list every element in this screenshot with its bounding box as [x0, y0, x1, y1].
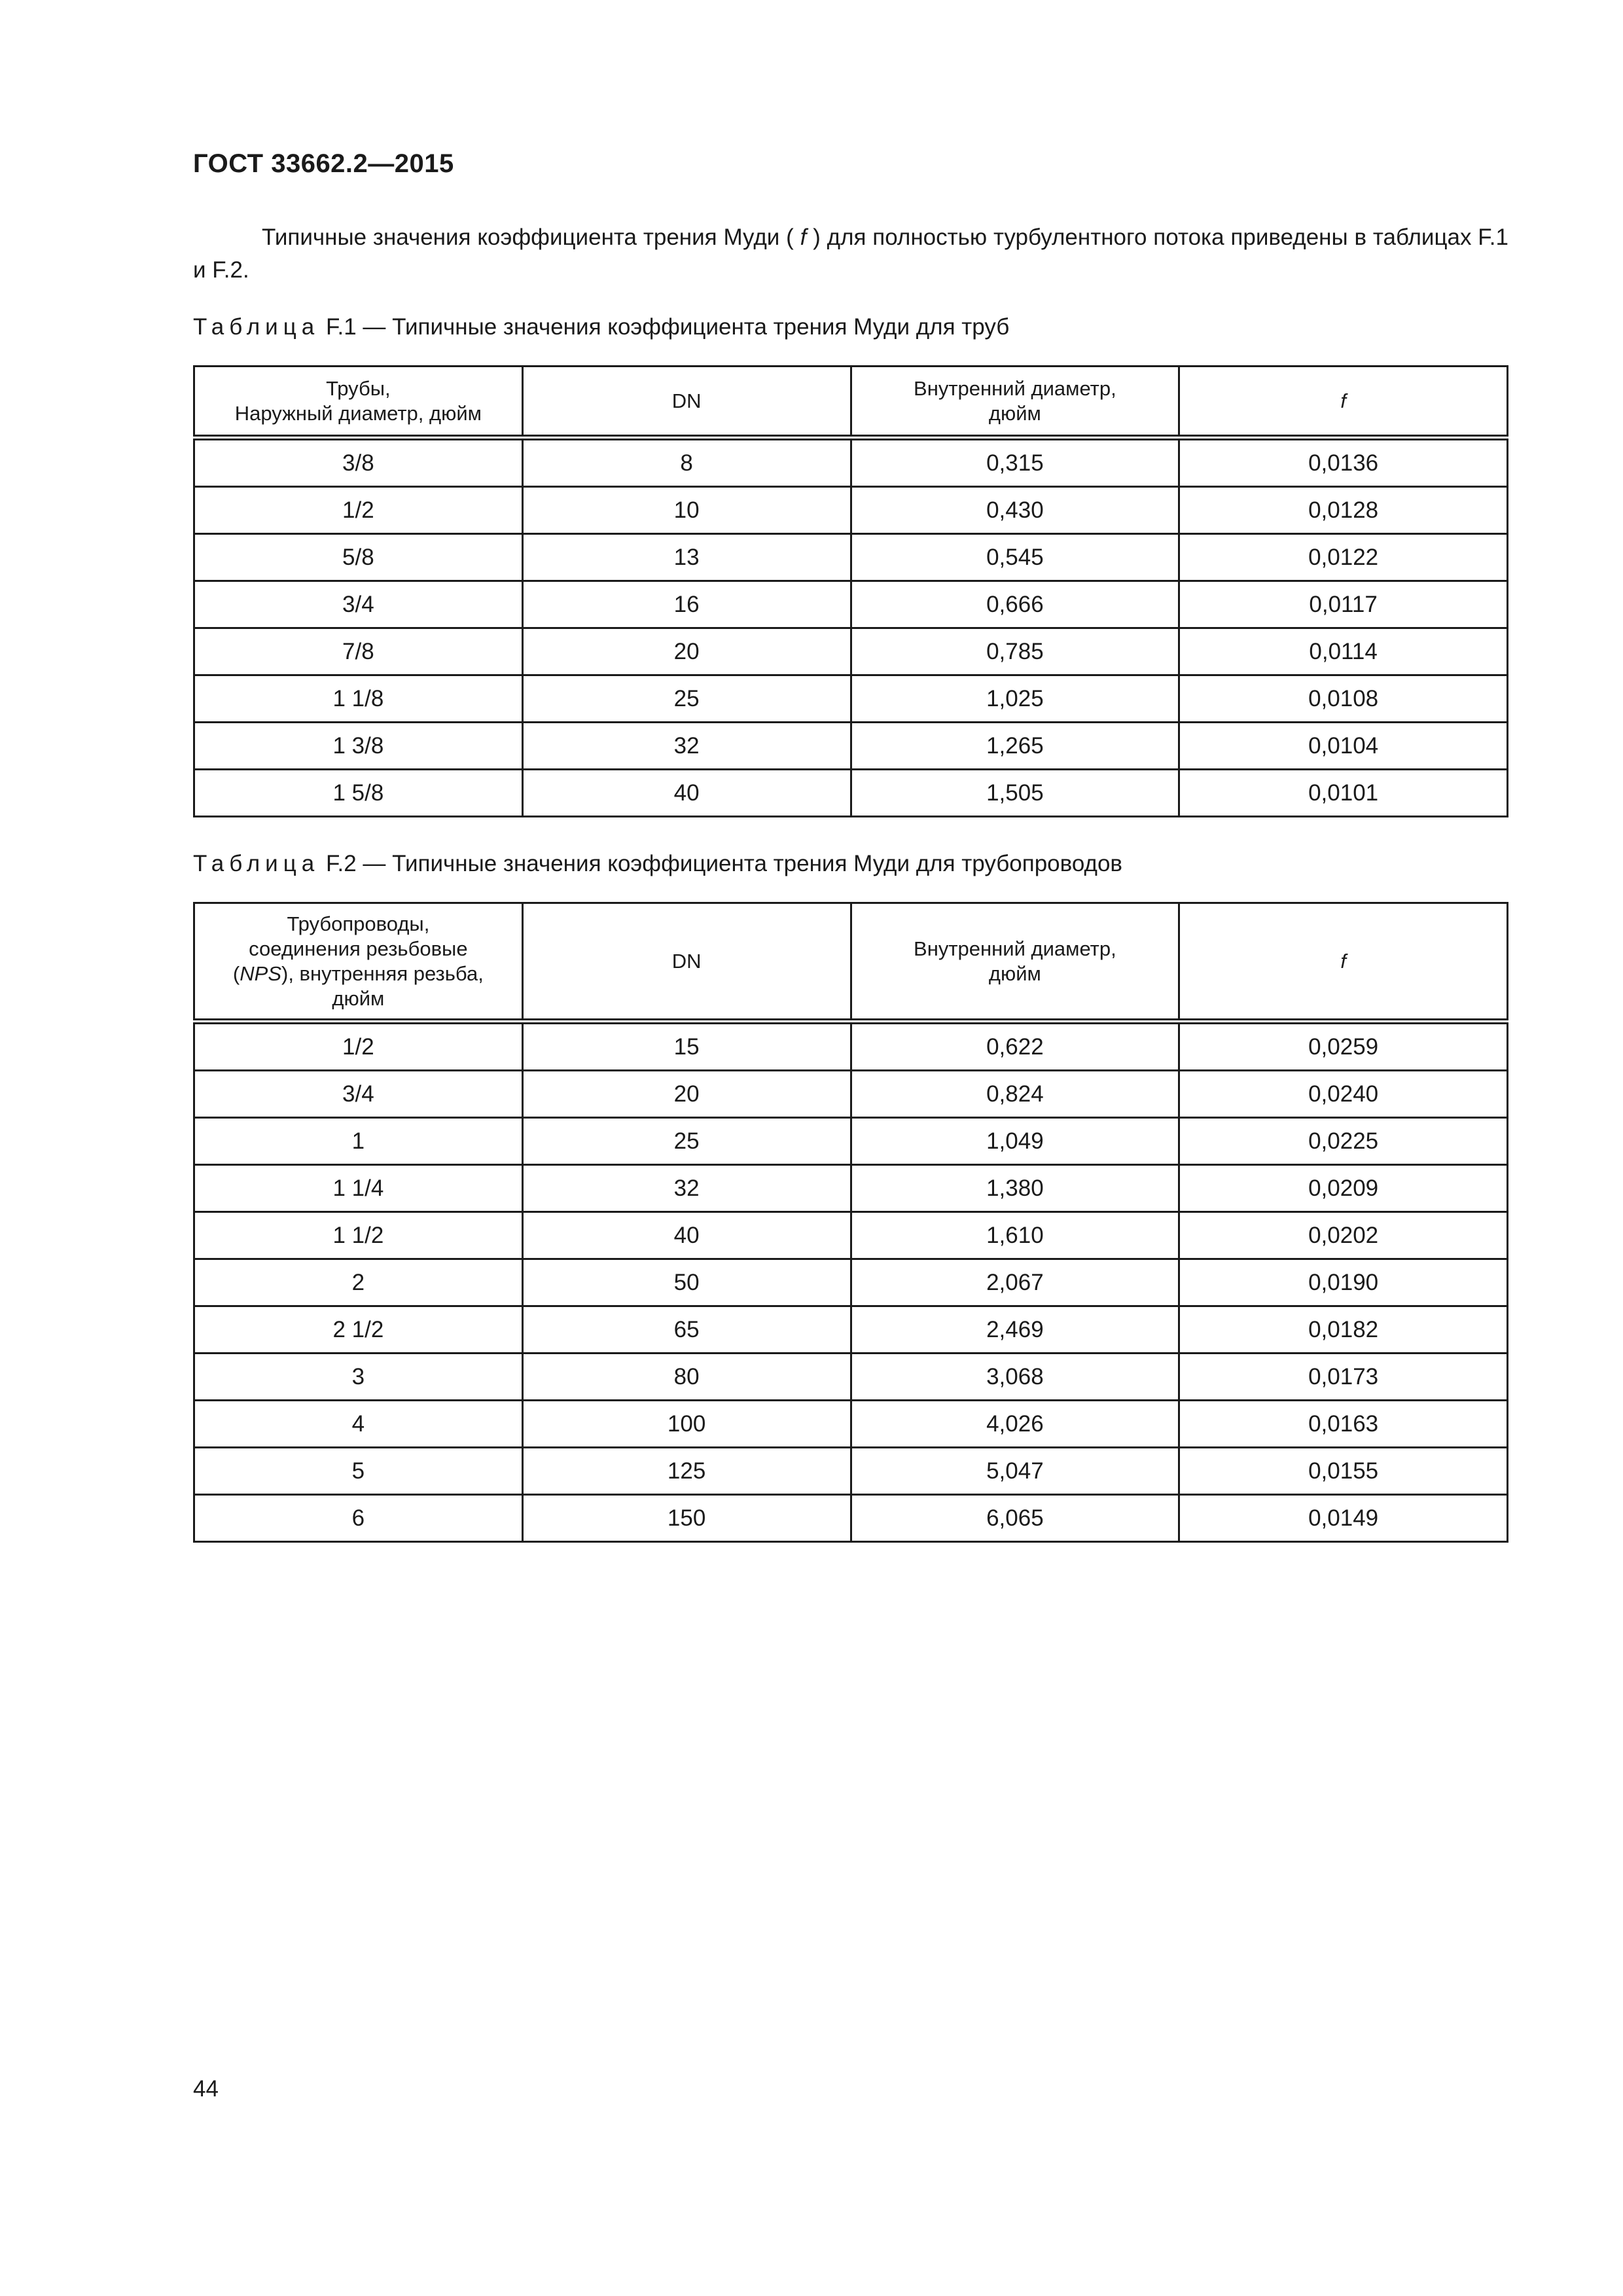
- table-row: [194, 487, 1508, 534]
- table2-caption-text: F.2 — Типичные значения коэффициента трения Муди для трубопроводов: [325, 851, 1123, 876]
- table2-cell-friction-factor: 0,0173: [1179, 1354, 1508, 1401]
- table1-cell-inner-diameter: 1,265: [851, 723, 1179, 770]
- table2-cell-nps: 2: [194, 1259, 523, 1306]
- table1-header-col3-line1: Внутренний диаметр,: [914, 376, 1116, 400]
- table2-cell-friction-factor: 0,0259: [1179, 1022, 1508, 1071]
- table1-header-col1-line1: Трубы,: [326, 376, 391, 400]
- table-row: [194, 1495, 1508, 1542]
- table1-header-inner-diameter: [851, 367, 1179, 438]
- table2-cell-nps: 1 1/4: [194, 1165, 523, 1212]
- table2-cell-inner-diameter: 6,065: [851, 1495, 1179, 1542]
- table1-header-friction-factor: f: [1179, 367, 1508, 438]
- table1-cell-outer-diameter: 1 1/8: [194, 675, 523, 723]
- intro-paragraph: [193, 221, 1508, 287]
- table2-cell-inner-diameter: 2,067: [851, 1259, 1179, 1306]
- table2-cell-inner-diameter: 1,380: [851, 1165, 1179, 1212]
- intro-text-part1: Типичные значения коэффициента трения Муди (: [262, 224, 800, 250]
- table1-cell-friction-factor: 0,0122: [1179, 534, 1508, 581]
- table2-cell-dn: 40: [522, 1212, 851, 1259]
- table2-cell-friction-factor: 0,0155: [1179, 1448, 1508, 1495]
- table1-cell-dn: 40: [522, 770, 851, 817]
- table1-cell-dn: 25: [522, 675, 851, 723]
- table-row: [194, 770, 1508, 817]
- table2-cell-dn: 65: [522, 1306, 851, 1354]
- table1-cell-friction-factor: 0,0108: [1179, 675, 1508, 723]
- table-row: [194, 1401, 1508, 1448]
- table2-cell-nps: 1/2: [194, 1022, 523, 1071]
- table1-cell-inner-diameter: 0,430: [851, 487, 1179, 534]
- table1-cell-friction-factor: 0,0114: [1179, 628, 1508, 675]
- intro-text-part2: ) для полностью турбулентного потока приведены в таблицах F.1 и F.2.: [193, 224, 1508, 283]
- table1-cell-friction-factor: 0,0136: [1179, 438, 1508, 487]
- document-header: ГОСТ 33662.2—2015: [193, 149, 454, 178]
- table2-header-col1-line1: Трубопроводы,: [287, 912, 430, 935]
- table2-cell-friction-factor: 0,0202: [1179, 1212, 1508, 1259]
- table2-caption: [193, 850, 1122, 878]
- table1-cell-friction-factor: 0,0104: [1179, 723, 1508, 770]
- table2-header-col3-line1: Внутренний диаметр,: [914, 937, 1116, 960]
- table-row: [194, 1022, 1508, 1071]
- table2-cell-inner-diameter: 0,622: [851, 1022, 1179, 1071]
- table1-cell-inner-diameter: 0,666: [851, 581, 1179, 628]
- table1-cell-outer-diameter: 1/2: [194, 487, 523, 534]
- table1-cell-friction-factor: 0,0128: [1179, 487, 1508, 534]
- table1-pipes: [193, 365, 1508, 817]
- table-row: [194, 1448, 1508, 1495]
- table-row: [194, 1354, 1508, 1401]
- table1-header-dn: DN: [522, 367, 851, 438]
- table1-caption-label: Таблица: [193, 314, 320, 340]
- table2-cell-dn: 50: [522, 1259, 851, 1306]
- table2-header-col1-line2: соединения резьбовые: [249, 937, 468, 960]
- table2-cell-friction-factor: 0,0149: [1179, 1495, 1508, 1542]
- table2-cell-dn: 32: [522, 1165, 851, 1212]
- table1-caption: [193, 313, 1009, 342]
- table-row: [194, 438, 1508, 487]
- table2-cell-dn: 20: [522, 1071, 851, 1118]
- table1-cell-outer-diameter: 3/4: [194, 581, 523, 628]
- table1-cell-dn: 10: [522, 487, 851, 534]
- table2-cell-friction-factor: 0,0163: [1179, 1401, 1508, 1448]
- table1-header-row: [194, 367, 1508, 438]
- table-row: [194, 723, 1508, 770]
- intro-symbol-f: f: [800, 224, 807, 250]
- page-number: 44: [193, 2076, 219, 2102]
- table1-cell-dn: 8: [522, 438, 851, 487]
- table2-cell-friction-factor: 0,0209: [1179, 1165, 1508, 1212]
- table2-header-col1-nps: NPS: [240, 961, 281, 985]
- table2-cell-dn: 15: [522, 1022, 851, 1071]
- table2-cell-friction-factor: 0,0225: [1179, 1118, 1508, 1165]
- table1-header-col1-line2: Наружный диаметр, дюйм: [234, 401, 482, 425]
- table1-caption-text: F.1 — Типичные значения коэффициента трения Муди для труб: [325, 314, 1010, 340]
- table-row: [194, 1071, 1508, 1118]
- table2-cell-nps: 4: [194, 1401, 523, 1448]
- table2-cell-inner-diameter: 4,026: [851, 1401, 1179, 1448]
- table2-cell-nps: 2 1/2: [194, 1306, 523, 1354]
- table2-cell-friction-factor: 0,0190: [1179, 1259, 1508, 1306]
- table2-cell-nps: 3: [194, 1354, 523, 1401]
- table1-cell-dn: 20: [522, 628, 851, 675]
- table1-cell-dn: 13: [522, 534, 851, 581]
- table1-cell-inner-diameter: 1,025: [851, 675, 1179, 723]
- table2-cell-friction-factor: 0,0182: [1179, 1306, 1508, 1354]
- table1-cell-outer-diameter: 7/8: [194, 628, 523, 675]
- table1-cell-outer-diameter: 1 5/8: [194, 770, 523, 817]
- table-row: [194, 1118, 1508, 1165]
- table2-header-col1-line3: ), внутренняя резьба,: [281, 961, 484, 985]
- table1-header-col3-line2: дюйм: [988, 401, 1041, 425]
- table2-cell-inner-diameter: 5,047: [851, 1448, 1179, 1495]
- table1-cell-inner-diameter: 1,505: [851, 770, 1179, 817]
- table2-cell-dn: 100: [522, 1401, 851, 1448]
- table2-cell-inner-diameter: 0,824: [851, 1071, 1179, 1118]
- table2-caption-label: Таблица: [193, 851, 320, 876]
- table-row: [194, 1259, 1508, 1306]
- table2-cell-dn: 80: [522, 1354, 851, 1401]
- table1-cell-inner-diameter: 0,315: [851, 438, 1179, 487]
- table2-header-col1-line4: дюйм: [332, 986, 385, 1010]
- table1-cell-dn: 16: [522, 581, 851, 628]
- table2-cell-friction-factor: 0,0240: [1179, 1071, 1508, 1118]
- table2-header-nps: Трубопроводы, соединения резьбовые (NPS), внутренняя резьба, дюйм: [194, 903, 523, 1022]
- table2-header-col3-line2: дюйм: [988, 961, 1041, 985]
- table2-cell-inner-diameter: 3,068: [851, 1354, 1179, 1401]
- table2-header-inner-diameter: [851, 903, 1179, 1022]
- table2-header-friction-factor: f: [1179, 903, 1508, 1022]
- table-row: [194, 534, 1508, 581]
- table2-cell-inner-diameter: 1,610: [851, 1212, 1179, 1259]
- table2-cell-nps: 5: [194, 1448, 523, 1495]
- table2-pipelines: [193, 902, 1508, 1543]
- table-row: [194, 675, 1508, 723]
- table1-cell-dn: 32: [522, 723, 851, 770]
- table-row: [194, 1165, 1508, 1212]
- table2-cell-nps: 3/4: [194, 1071, 523, 1118]
- table2-cell-nps: 6: [194, 1495, 523, 1542]
- table1-cell-outer-diameter: 1 3/8: [194, 723, 523, 770]
- table-row: [194, 581, 1508, 628]
- table2-cell-nps: 1: [194, 1118, 523, 1165]
- table2-cell-dn: 150: [522, 1495, 851, 1542]
- table1-cell-inner-diameter: 0,545: [851, 534, 1179, 581]
- table2-cell-dn: 125: [522, 1448, 851, 1495]
- table1-cell-friction-factor: 0,0101: [1179, 770, 1508, 817]
- table2-header-dn: DN: [522, 903, 851, 1022]
- table-row: [194, 628, 1508, 675]
- table2-cell-inner-diameter: 2,469: [851, 1306, 1179, 1354]
- table1-cell-inner-diameter: 0,785: [851, 628, 1179, 675]
- table2-header-row: [194, 903, 1508, 1022]
- table2-cell-dn: 25: [522, 1118, 851, 1165]
- table2-cell-inner-diameter: 1,049: [851, 1118, 1179, 1165]
- table1-cell-outer-diameter: 3/8: [194, 438, 523, 487]
- table1-cell-friction-factor: 0,0117: [1179, 581, 1508, 628]
- table2-cell-nps: 1 1/2: [194, 1212, 523, 1259]
- table1-header-outer-diameter: [194, 367, 523, 438]
- table-row: [194, 1306, 1508, 1354]
- table1-cell-outer-diameter: 5/8: [194, 534, 523, 581]
- table-row: [194, 1212, 1508, 1259]
